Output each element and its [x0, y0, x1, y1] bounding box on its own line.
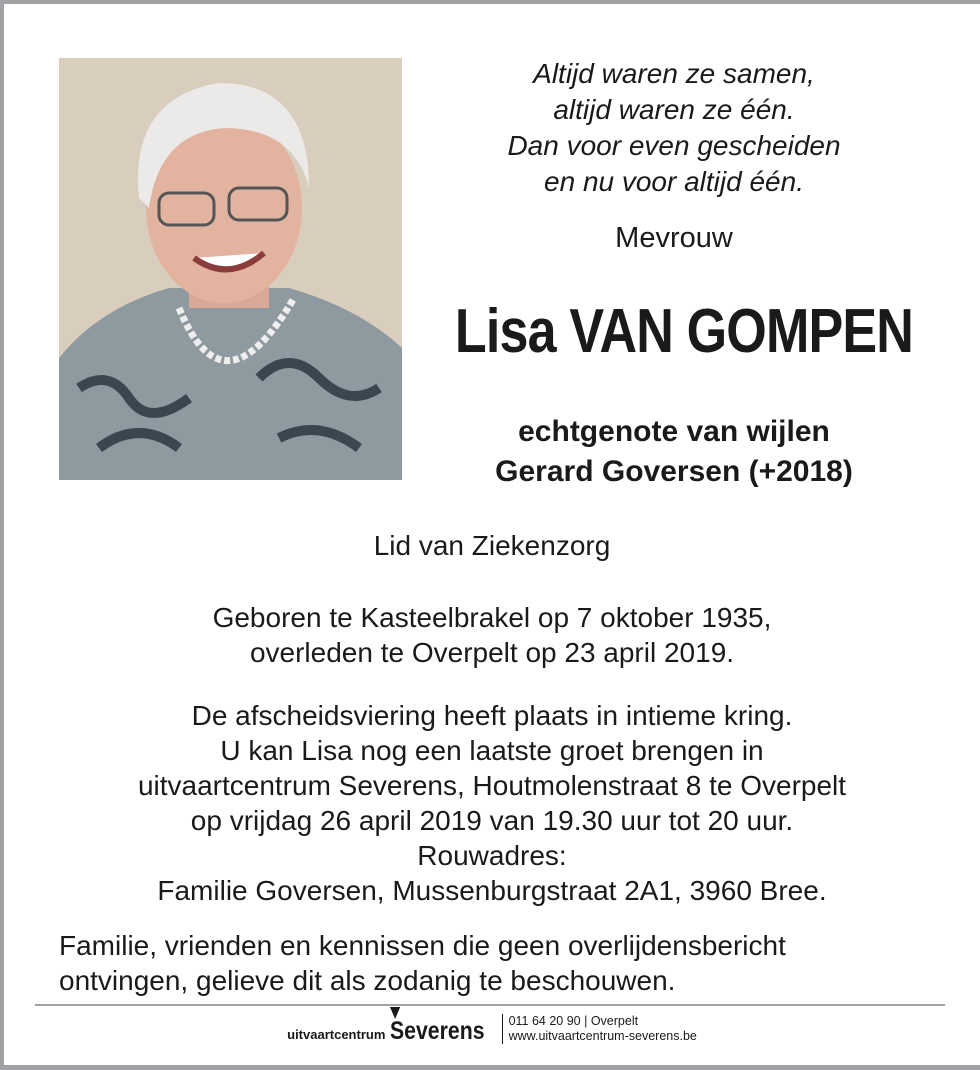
ceremony-line: U kan Lisa nog een laatste groet brengen in [220, 735, 764, 766]
ceremony-info [4, 698, 980, 908]
ceremony-line: Familie Goversen, Mussenburgstraat 2A1, 3960 Bree. [157, 875, 827, 906]
membership: Lid van Ziekenzorg [373, 530, 611, 561]
death-notice [4, 4, 980, 1065]
triangle-logo-icon [390, 1007, 400, 1019]
spouse-line: echtgenote van wijlen [518, 415, 830, 448]
dates-line: overleden te Overpelt op 23 april 2019. [249, 637, 735, 668]
portrait-photo [59, 58, 402, 480]
closing-note [59, 928, 959, 998]
phone-location: 011 64 20 90 | Overpelt [508, 1014, 639, 1028]
life-dates [4, 600, 980, 670]
ceremony-line: De afscheidsviering heeft plaats in intieme kring. [191, 700, 793, 731]
spouse-info [364, 412, 980, 492]
brand-prefix: uitvaartcentrum [287, 1027, 386, 1042]
closing-line: Familie, vrienden en kennissen die geen overlijdensbericht [59, 930, 786, 961]
poem [364, 56, 980, 200]
poem-line: Altijd waren ze samen, [533, 58, 815, 89]
divider [35, 1004, 945, 1006]
ceremony-line: uitvaartcentrum Severens, Houtmolenstraat 8 te Overpelt [137, 770, 847, 801]
ceremony-line: Rouwadres: [417, 840, 567, 871]
contact-info [509, 1014, 697, 1046]
brand-name [390, 1017, 485, 1046]
ceremony-line: op vrijdag 26 april 2019 van 19.30 uur tot 20 uur. [190, 805, 794, 836]
funeral-home-footer [4, 1014, 980, 1046]
deceased-name: Lisa VAN GOMPEN [454, 297, 914, 366]
poem-line: altijd waren ze één. [553, 94, 795, 125]
closing-line: ontvingen, gelieve dit als zodanig te beschouwen. [59, 965, 676, 996]
honorific: Mevrouw [615, 222, 733, 254]
brand-name-text: Severens [390, 1017, 485, 1045]
poem-line: en nu voor altijd één. [544, 166, 804, 197]
dates-line: Geboren te Kasteelbrakel op 7 oktober 1935, [212, 602, 772, 633]
spouse-line: Gerard Goversen (+2018) [495, 455, 853, 488]
footer-separator [502, 1014, 503, 1044]
website-link[interactable]: www.uitvaartcentrum-severens.be [508, 1029, 697, 1043]
poem-line: Dan voor even gescheiden [507, 130, 841, 161]
